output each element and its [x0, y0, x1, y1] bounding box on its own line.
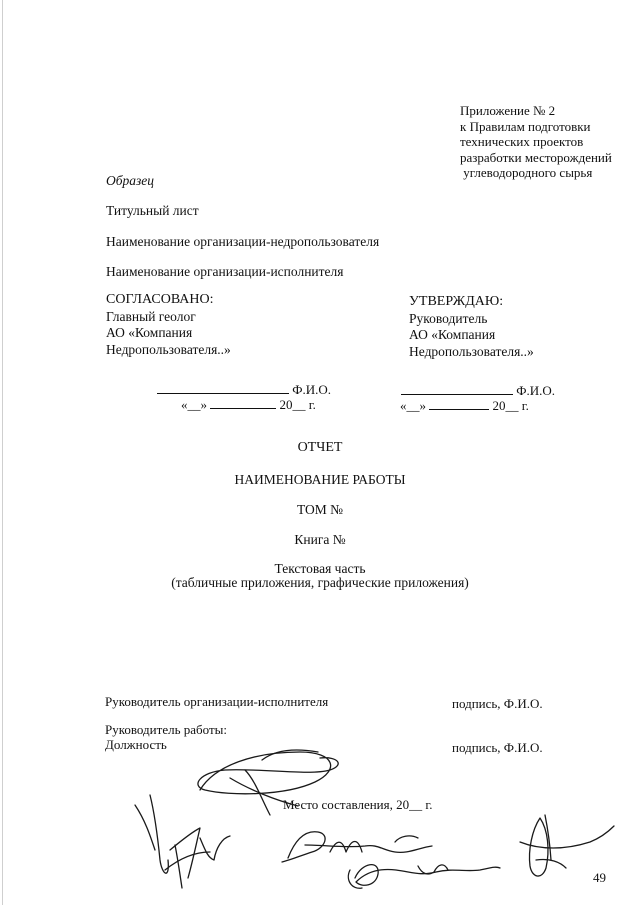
- signature-stroke: [355, 865, 500, 886]
- page-number: 49: [593, 870, 606, 885]
- agreed-fio-label: Ф.И.О.: [292, 382, 332, 397]
- title-sheet-label: Титульный лист: [106, 203, 199, 218]
- executor-org-name: Наименование организации-исполнителя: [106, 264, 344, 279]
- agreed-company-line-2: Недропользователя..»: [106, 341, 231, 357]
- signature-stroke: [135, 805, 155, 850]
- appendix-line: углеводородного сырья: [460, 165, 593, 180]
- signature-stroke: [418, 865, 448, 874]
- place-of-compilation: Место составления, 20__ г.: [283, 797, 433, 812]
- signature-stroke: [536, 859, 566, 868]
- work-head-position: Должность: [105, 737, 167, 752]
- agreed-position: Главный геолог: [106, 308, 196, 324]
- approve-date-day: «__»: [400, 398, 426, 413]
- appendix-line: к Правилам подготовки: [460, 118, 591, 134]
- work-head-label: Руководитель работы:: [105, 722, 227, 737]
- signature-stroke: [150, 795, 168, 873]
- agreed-date-day: «__»: [181, 397, 207, 412]
- work-head-signature: подпись, Ф.И.О.: [452, 740, 543, 755]
- signature-loop: [198, 752, 338, 794]
- appendix-line: технических проектов: [460, 134, 584, 149]
- subsoil-user-org-name: Наименование организации-недропользователя: [106, 234, 380, 249]
- report-heading: ОТЧЕТ: [297, 440, 343, 455]
- approve-date-year: 20__ г.: [492, 398, 529, 413]
- appendix-line: разработки месторождений: [460, 149, 612, 165]
- signature-stroke: [175, 845, 182, 888]
- work-name: НАИМЕНОВАНИЕ РАБОТЫ: [234, 472, 406, 487]
- signature-stroke: [170, 828, 200, 878]
- signature-stroke: [282, 832, 325, 862]
- agreed-date-year: 20__ г.: [279, 397, 316, 412]
- approve-company-line-2: Недропользователя..»: [409, 343, 534, 359]
- approve-heading: УТВЕРЖДАЮ:: [409, 294, 504, 309]
- signature-stroke: [200, 836, 230, 860]
- appendix-line: Приложение № 2: [460, 103, 556, 118]
- appendices-note: (табличные приложения, графические приложения): [171, 575, 469, 590]
- agreed-heading: СОГЛАСОВАНО:: [106, 292, 214, 307]
- volume-number: ТОМ №: [296, 502, 344, 517]
- text-part-label: Текстовая часть: [274, 561, 366, 576]
- executor-head-signature: подпись, Ф.И.О.: [452, 696, 543, 711]
- approve-position: Руководитель: [409, 310, 488, 326]
- approve-company-line-1: АО «Компания: [409, 327, 496, 342]
- executor-head-label: Руководитель организации-исполнителя: [105, 694, 329, 709]
- signature-stroke: [305, 845, 432, 852]
- signature-stroke: [165, 852, 210, 870]
- signature-stroke: [395, 836, 418, 842]
- sample-label: Образец: [106, 173, 155, 188]
- approve-fio-label: Ф.И.О.: [516, 383, 556, 398]
- agreed-company-line-1: АО «Компания: [106, 325, 193, 340]
- book-number: Книга №: [294, 532, 346, 547]
